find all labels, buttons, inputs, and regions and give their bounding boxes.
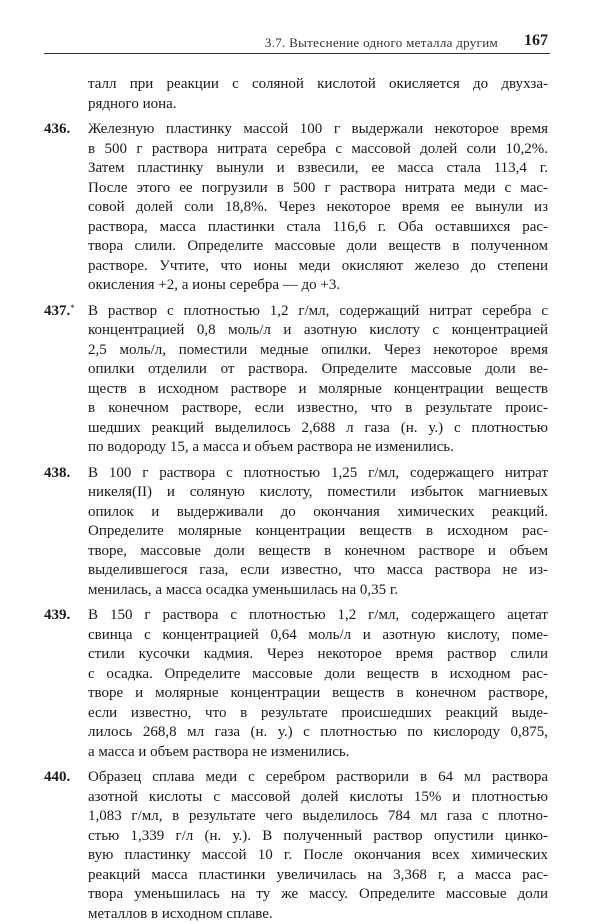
problem-list xyxy=(88,120,548,924)
text-line: с осадка. Определите массовые доли веществ в исходном рас- xyxy=(88,665,548,685)
text-line: опилок и выдерживали до окончания химических реакций. xyxy=(88,503,548,523)
text-line: творе, массовые доли веществ в конечном растворе и объем xyxy=(88,542,548,562)
text-line: никеля(II) и соляную кислоту, поместили избыток магниевых xyxy=(88,483,548,503)
text-line: совой долей соли 18,8%. Через некоторое время ее вынули из xyxy=(88,198,548,218)
text-line: рядного иона. xyxy=(88,95,548,115)
problem-number xyxy=(44,464,70,484)
text-line: В 150 г раствора с плотностью 1,2 г/мл, содержащего ацетат xyxy=(88,606,548,626)
problem-number xyxy=(44,606,70,626)
text-line: Затем пластинку вынули и взвесили, ее масса стала 113,4 г. xyxy=(88,159,548,179)
text-line: твора уменьшилась на ту же массу. Определите массовые доли xyxy=(88,885,548,905)
page-header xyxy=(44,33,550,54)
text-line: в 500 г раствора нитрата серебра с массовой долей соли 10,2%. xyxy=(88,140,548,160)
difficulty-mark: * xyxy=(70,303,75,313)
text-line: лилось 268,8 мл газа (н. у.) с плотностью по кислороду 0,875, xyxy=(88,723,548,743)
text-line: стили кусочки кадмия. Через некоторое время раствор слили xyxy=(88,645,548,665)
problem-number xyxy=(44,120,70,140)
page-body xyxy=(88,75,548,924)
text-line: выделившегося газа, если известно, что масса раствора не из- xyxy=(88,561,548,581)
problem-438 xyxy=(88,464,548,601)
text-line: 2,5 моль/л, поместили медные опилки. Через некоторое время xyxy=(88,341,548,361)
text-line: ществ в исходном растворе и молярные концентрации веществ xyxy=(88,380,548,400)
text-line: 1,083 г/мл, в результате чего выделилось 784 мл газа с плотно- xyxy=(88,807,548,827)
text-line: твора слили. Определите массовые доли веществ в полученном xyxy=(88,237,548,257)
problem-number-text: 436. xyxy=(44,121,70,137)
text-line: а масса и объем раствора не изменились. xyxy=(88,743,548,763)
text-line: После этого ее погрузили в 500 г раствора нитрата меди с мас- xyxy=(88,179,548,199)
text-line: В раствор с плотностью 1,2 г/мл, содержащий нитрат серебра с xyxy=(88,302,548,322)
text-line: реакций масса пластинки увеличилась на 3,368 г, а масса рас- xyxy=(88,866,548,886)
text-line: менилась, а масса осадка уменьшилась на 0,35 г. xyxy=(88,581,548,601)
text-line: В 100 г раствора с плотностью 1,25 г/мл, содержащего нитрат xyxy=(88,464,548,484)
problem-number xyxy=(44,302,75,322)
text-line: Железную пластинку массой 100 г выдержали некоторое время xyxy=(88,120,548,140)
text-line: в конечном растворе, если известно, что в результате проис- xyxy=(88,399,548,419)
text-line: шедших реакций выделилось 2,688 л газа (н. у.) с плотностью xyxy=(88,419,548,439)
text-line: опилки отделили от раствора. Определите массовые доли ве- xyxy=(88,360,548,380)
text-line: вую пластинку массой 10 г. После окончания всех химических xyxy=(88,846,548,866)
problem-437 xyxy=(88,302,548,458)
text-line: азотной кислоты с массовой долей кислоты 15% и плотностью xyxy=(88,788,548,808)
text-line: если известно, что в результате происшедших реакций выде- xyxy=(88,704,548,724)
text-line: концентрацией 0,8 моль/л и азотную кислоту с концентрацией xyxy=(88,321,548,341)
text-line: по водороду 15, а масса и объем раствора не изменились. xyxy=(88,438,548,458)
problem-440 xyxy=(88,768,548,924)
text-line: стью 1,339 г/л (н. у.). В полученный раствор опустили цинко- xyxy=(88,827,548,847)
text-line: Образец сплава меди с серебром растворили в 64 мл раствора xyxy=(88,768,548,788)
text-line: раствора, масса пластинки стала 116,6 г. Оба оставшихся рас- xyxy=(88,218,548,238)
problem-439 xyxy=(88,606,548,762)
text-line: талл при реакции с соляной кислотой окисляется до двухза- xyxy=(88,75,548,95)
running-title: 3.7. Вытеснение одного металла другим xyxy=(265,35,498,51)
text-line: растворе. Учтите, что ионы меди окисляют железо до степени xyxy=(88,257,548,277)
text-line: творе и молярные концентрации веществ в конечном растворе, xyxy=(88,684,548,704)
intro-paragraph xyxy=(88,75,548,114)
problem-number-text: 440. xyxy=(44,769,70,785)
problem-number-text: 438. xyxy=(44,465,70,481)
text-line: окисления +2, а ионы серебра — до +3. xyxy=(88,276,548,296)
problem-number-text: 439. xyxy=(44,607,70,623)
text-line: Определите молярные концентрации веществ в исходном рас- xyxy=(88,522,548,542)
text-line: свинца с концентрацией 0,64 моль/л и азотную кислоту, поме- xyxy=(88,626,548,646)
text-line: металлов в исходном сплаве. xyxy=(88,905,548,924)
problem-436 xyxy=(88,120,548,296)
problem-number xyxy=(44,768,70,788)
page-number: 167 xyxy=(524,32,548,50)
problem-number-text: 437. xyxy=(44,303,70,319)
